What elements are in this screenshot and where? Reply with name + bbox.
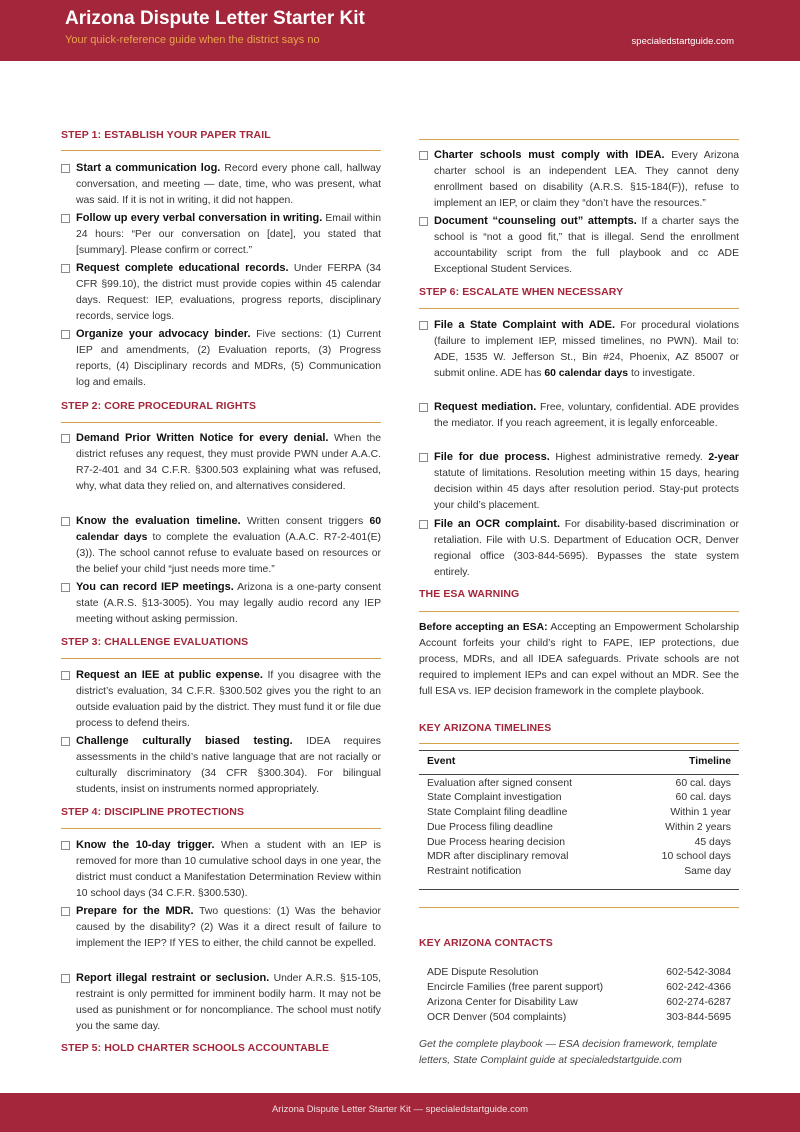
checkbox[interactable] <box>419 520 428 529</box>
esa-warning-text: Before accepting an ESA: Accepting an Empowerment Scholarship Account forfeits your child’s right to FAPE, IEP protections, due process, MDRs, and all IDEA safeguards. Private schools are not required to implement IEPs and can expel without an MDR. See the full ESA vs. IEP decision framework in the complete playbook. <box>419 622 739 697</box>
table-row: State Complaint investigation 60 cal. days <box>427 792 731 803</box>
column-header: Timeline <box>689 756 731 767</box>
table-row: Due Process hearing decision 45 days <box>427 837 731 848</box>
checkbox[interactable] <box>419 403 428 412</box>
checkbox[interactable] <box>61 164 70 173</box>
section-divider <box>419 308 739 309</box>
contact-row: ADE Dispute Resolution 602-542-3084 <box>427 967 731 978</box>
esa-warning-heading: THE ESA WARNING <box>419 588 520 600</box>
page-title: Arizona Dispute Letter Starter Kit <box>65 8 365 29</box>
checklist-item: Prepare for the MDR. Two questions: (1) Was the behavior caused by the disability? (2) Was it a direct result of failure to implement the IEP? If YES to either, the child cannot be expelled. <box>61 903 381 952</box>
section-divider <box>61 828 381 829</box>
checkbox[interactable] <box>61 330 70 339</box>
checklist-item: Document “counseling out” attempts. If a charter says the school is “not a good fit,” that is illegal. Send the enrollment accountability script from the full playbook and cc ADE Exceptional Student Services. <box>419 213 739 278</box>
checklist-item: Request an IEE at public expense. If you disagree with the district’s evaluation, 34 C.F.R. §300.502 gives you the right to an outside evaluation paid by the district. They must fund it or file due process to defend theirs. <box>61 667 381 732</box>
checklist-item: Report illegal restraint or seclusion. Under A.R.S. §15-105, restraint is only permitted for imminent bodily harm. It may not be used as punishment or for noncompliance. The school must notify you the same day. <box>61 970 381 1035</box>
table-header <box>419 750 739 775</box>
playbook-promo: Get the complete playbook — ESA decision framework, template letters, State Complaint guide at specialedstartguide.com <box>419 1039 718 1066</box>
checklist-item: Know the 10-day trigger. When a student with an IEP is removed for more than 10 cumulative school days in one year, the district must conduct a Manifestation Determination Review within 10 school days (34 C.F.R. §300.530). <box>61 837 381 902</box>
column-header: Event <box>427 756 456 767</box>
checkbox[interactable] <box>61 907 70 916</box>
table-row: Evaluation after signed consent 60 cal. days <box>427 778 731 789</box>
checkbox[interactable] <box>61 974 70 983</box>
page-footer <box>0 1093 800 1132</box>
checkbox[interactable] <box>61 214 70 223</box>
checklist-item: Charter schools must comply with IDEA. Every Arizona charter school is an independent LEA. They cannot deny enrollment based on disability (A.R.S. §15-184(F)), refuse to implement an IEP, or claim they “don’t have the resources.” <box>419 147 739 212</box>
section-divider <box>419 139 739 140</box>
checklist-item: Know the evaluation timeline. Written consent triggers 60 calendar days to complete the evaluation (A.A.C. R7-2-401(E)(3)). The school cannot refuse to evaluate based on resources or the belief your child “just needs more time.” <box>61 513 381 578</box>
table-row: State Complaint filing deadline Within 1 year <box>427 807 731 818</box>
checklist-item: Challenge culturally biased testing. IDEA requires assessments in the child’s native language that are not racially or culturally discriminatory (34 CFR §300.304). For bilingual students, insist on instruments normed appropriately. <box>61 733 381 798</box>
contacts-heading: KEY ARIZONA CONTACTS <box>419 937 553 949</box>
section-divider <box>61 658 381 659</box>
checklist-item: Request mediation. Free, voluntary, confidential. ADE provides the mediator. If you reach agreement, it is legally enforceable. <box>419 399 739 432</box>
section-divider <box>419 907 739 908</box>
checklist-item: Organize your advocacy binder. Five sections: (1) Current IEP and amendments, (2) Evaluation reports, (3) Progress reports, (4) Disciplinary records and MDRs, (5) Communication log and emails. <box>61 326 381 391</box>
checkbox[interactable] <box>419 453 428 462</box>
table-row: MDR after disciplinary removal 10 school days <box>427 851 731 862</box>
checklist-item: File for due process. Highest administrative remedy. 2-year statute of limitations. Resolution meeting within 15 days, hearing decision within 45 days after resolution period. Stay-put protects your child’s placement. <box>419 449 739 514</box>
section-divider <box>419 743 739 744</box>
checklist-item: Start a communication log. Record every phone call, hallway conversation, and meeting — date, time, who was present, what was said. If it is not in writing, it did not happen. <box>61 160 381 209</box>
checklist-item: Request complete educational records. Under FERPA (34 CFR §99.10), the district must provide copies within 45 calendar days. Request: IEP, evaluations, progress reports, disciplinary records, service logs. <box>61 260 381 325</box>
checkbox[interactable] <box>419 151 428 160</box>
checkbox[interactable] <box>61 841 70 850</box>
checklist-item: File a State Complaint with ADE. For procedural violations (failure to implement IEP, missed timelines, no PWN). Mail to: ADE, 1535 W. Jefferson St., Bin #24, Phoenix, AZ 85007 or submit online. ADE has 60 calendar days to investigate. <box>419 317 739 382</box>
section-divider <box>61 150 381 151</box>
checkbox[interactable] <box>61 737 70 746</box>
page-header <box>0 0 800 61</box>
footer-text: Arizona Dispute Letter Starter Kit — specialedstartguide.com <box>271 1104 529 1115</box>
step-3-heading: STEP 3: CHALLENGE EVALUATIONS <box>61 636 249 648</box>
contact-row: Encircle Families (free parent support) 602-242-4366 <box>427 982 731 993</box>
section-divider <box>61 422 381 423</box>
table-row: Due Process filing deadline Within 2 years <box>427 822 731 833</box>
contact-row: Arizona Center for Disability Law 602-274-6287 <box>427 997 731 1008</box>
section-divider <box>419 611 739 612</box>
checkbox[interactable] <box>419 217 428 226</box>
checkbox[interactable] <box>61 583 70 592</box>
checklist-item: File an OCR complaint. For disability-based discrimination or retaliation. File with U.S. Department of Education OCR, Denver regional office (303-844-5695). Bypasses the state system entirely. <box>419 516 739 581</box>
checkbox[interactable] <box>419 321 428 330</box>
timelines-heading: KEY ARIZONA TIMELINES <box>419 722 552 734</box>
step-1-heading: STEP 1: ESTABLISH YOUR PAPER TRAIL <box>61 129 271 141</box>
step-2-heading: STEP 2: CORE PROCEDURAL RIGHTS <box>61 400 257 412</box>
step-6-heading: STEP 6: ESCALATE WHEN NECESSARY <box>419 286 624 298</box>
timelines-table <box>419 750 739 890</box>
table-row: Restraint notification Same day <box>427 866 731 877</box>
checklist-item: Demand Prior Written Notice for every denial. When the district refuses any request, they must provide PWN under A.A.C. R7-2-401 and 34 C.F.R. §300.503 explaining what was refused, why, what data they relied on, and alternatives considered. <box>61 430 381 495</box>
checkbox[interactable] <box>61 671 70 680</box>
checklist-item: Follow up every verbal conversation in writing. Email within 24 hours: “Per our conversation on [date], you stated that [summary]. Please confirm or correct.” <box>61 210 381 259</box>
checklist-item: You can record IEP meetings. Arizona is a one-party consent state (A.R.S. §13-3005). You may legally audio record any IEP meeting without asking permission. <box>61 579 381 628</box>
header-site-link[interactable]: specialedstartguide.com <box>631 36 734 47</box>
table-bottom-rule <box>419 889 739 890</box>
checkbox[interactable] <box>61 517 70 526</box>
checkbox[interactable] <box>61 434 70 443</box>
contact-row: OCR Denver (504 complaints) 303-844-5695 <box>427 1012 731 1023</box>
checkbox[interactable] <box>61 264 70 273</box>
page-tagline: Your quick-reference guide when the district says no <box>65 34 320 46</box>
step-4-heading: STEP 4: DISCIPLINE PROTECTIONS <box>61 806 245 818</box>
step-5-heading: STEP 5: HOLD CHARTER SCHOOLS ACCOUNTABLE <box>61 1042 330 1054</box>
